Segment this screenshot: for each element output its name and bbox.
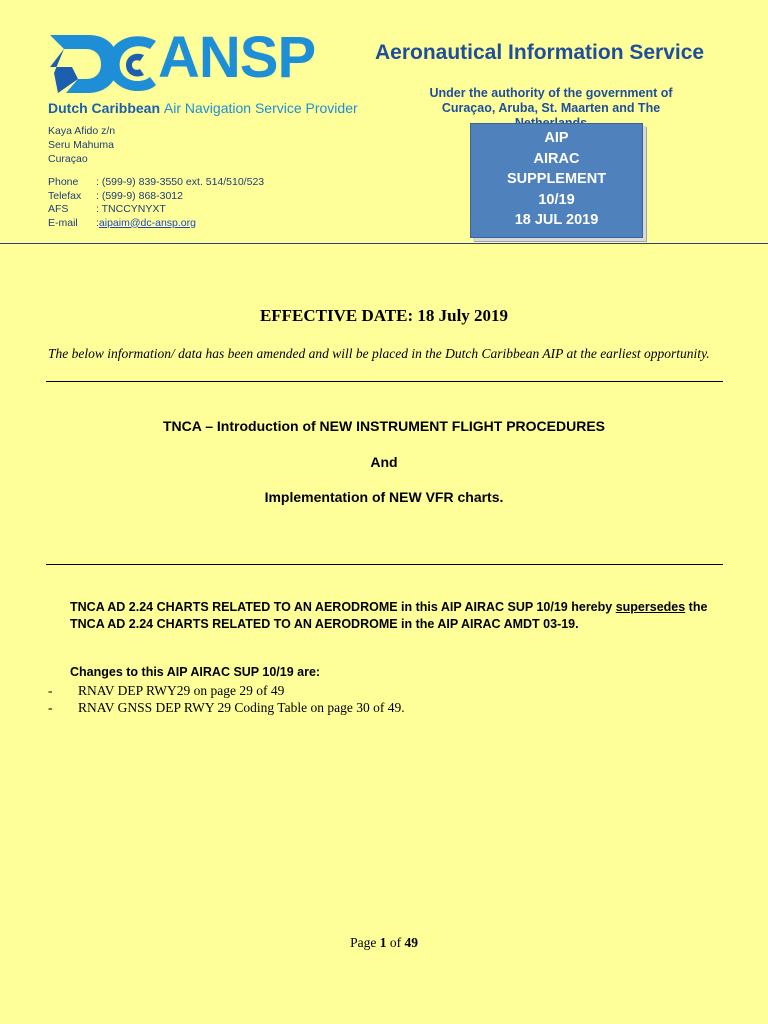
supplement-badge [470, 123, 643, 238]
address-line: Kaya Afido z/n [48, 125, 116, 137]
badge-line: AIRAC [533, 150, 580, 167]
contact-prefix: : [96, 216, 99, 229]
changes-list [48, 682, 405, 716]
amendment-note: The below information/ data has been amended and will be placed in the Dutch Caribbean AIP at the earliest opportunity. [48, 346, 710, 361]
divider [46, 381, 723, 382]
list-item-text: RNAV DEP RWY29 on page 29 of 49 [78, 683, 285, 698]
subject-heading: TNCA – Introduction of NEW INSTRUMENT FLIGHT PROCEDURES [162, 418, 605, 434]
list-item [48, 699, 405, 716]
address-block [48, 124, 115, 166]
contact-key: AFS [48, 203, 69, 215]
contact-value: : (599-9) 868-3012 [96, 189, 183, 202]
contact-value: : TNCCYNYXT [96, 203, 166, 215]
subject-connector: And [370, 454, 398, 470]
list-bullet: - [48, 700, 53, 715]
badge-line: 18 JUL 2019 [514, 212, 599, 228]
contact-key: Telefax [48, 189, 82, 202]
email-link[interactable]: aipaim@dc-ansp.org [98, 216, 196, 229]
divider [46, 564, 723, 565]
logo-wordmark: ANSP [158, 25, 316, 90]
list-item-text: RNAV GNSS DEP RWY 29 Coding Table on page 30 of 49. [78, 700, 405, 715]
contact-email [48, 217, 264, 231]
page-total: 49 [404, 935, 418, 950]
authority-line: Curaçao, Aruba, St. Maarten and The [441, 101, 661, 115]
contact-block [48, 176, 264, 230]
contact-telefax [48, 190, 264, 204]
header-divider [0, 243, 768, 244]
badge-line: AIP [544, 130, 569, 146]
logo-tagline [48, 101, 358, 115]
logo-tagline-primary: Dutch Caribbean [48, 100, 161, 116]
dc-logo-icon [48, 33, 160, 95]
contact-afs [48, 203, 264, 217]
page-current: 1 [379, 935, 387, 950]
para-emphasis: supersedes [615, 600, 686, 614]
supersede-paragraph [70, 599, 730, 632]
service-title: Aeronautical Information Service [375, 41, 705, 64]
list-item [48, 682, 405, 699]
list-bullet: - [48, 683, 53, 698]
page-prefix: Page [350, 935, 380, 950]
address-line: Seru Mahuma [48, 139, 114, 151]
authority-line: Under the authority of the government of [429, 86, 673, 100]
page-number [0, 935, 768, 951]
page-of: of [386, 935, 405, 950]
badge-line: 10/19 [538, 191, 575, 208]
badge-line: SUPPLEMENT [506, 171, 607, 187]
contact-phone [48, 176, 264, 190]
contact-value: : (599-9) 839-3550 ext. 514/510/523 [96, 176, 265, 188]
para-text: the TNCA AD 2.24 CHARTS RELATED TO AN AERODROME in the AIP AIRAC AMDT 03-19. [70, 600, 708, 631]
subject-heading-2: Implementation of NEW VFR charts. [264, 489, 504, 505]
contact-key: Phone [48, 176, 79, 188]
effective-date: EFFECTIVE DATE: 18 July 2019 [259, 306, 509, 325]
para-text: TNCA AD 2.24 CHARTS RELATED TO AN AERODROME in this AIP AIRAC SUP 10/19 hereby [70, 600, 616, 614]
contact-key: E-mail [48, 216, 78, 229]
address-line: Curaçao [48, 153, 88, 165]
logo-tagline-secondary: Air Navigation Service Provider [163, 100, 358, 116]
changes-label: Changes to this AIP AIRAC SUP 10/19 are: [70, 665, 321, 679]
ansp-logo [48, 25, 358, 119]
